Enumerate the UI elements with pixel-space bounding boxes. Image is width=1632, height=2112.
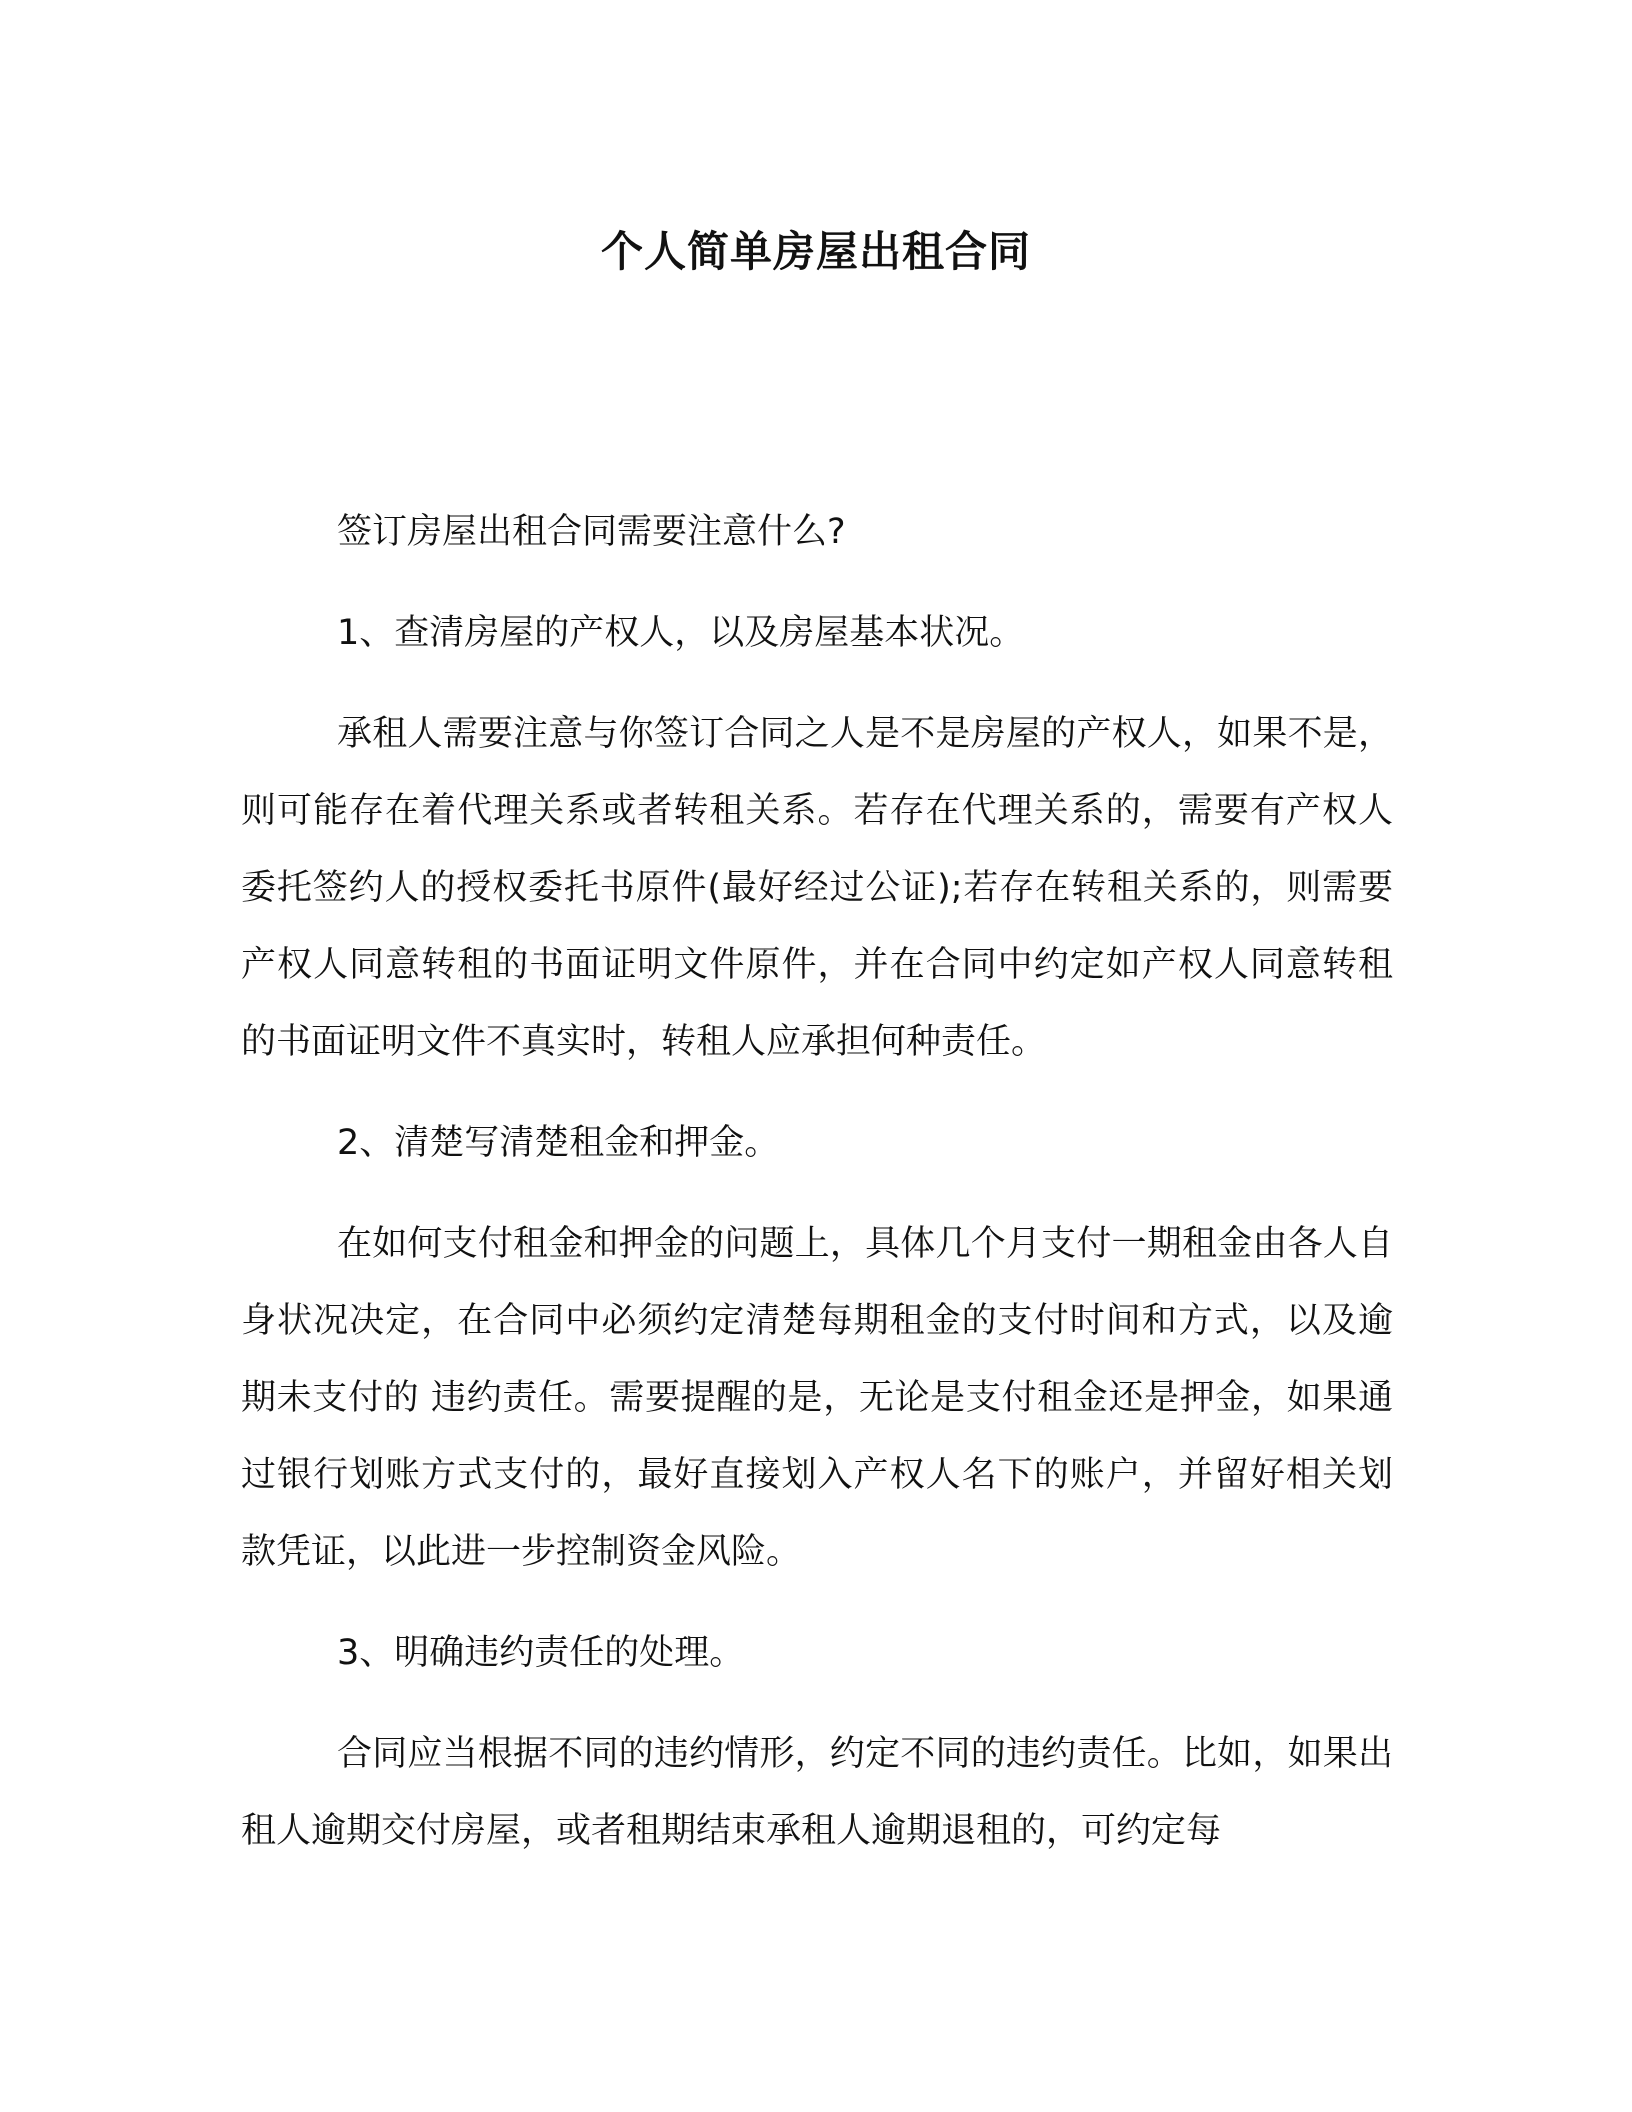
paragraph-3: 合同应当根据不同的违约情形，约定不同的违约责任。比如，如果出租人逾期交付房屋，或者租期结束承租人逾期退租的，可约定每 (241, 1734, 1393, 1851)
section-heading-1: 1、查清房屋的产权人，以及房屋基本状况。 (337, 613, 1025, 653)
document-title: 个人简单房屋出租合同 (600, 227, 1031, 276)
paragraph-1: 承租人需要注意与你签订合同之人是不是房屋的产权人，如果不是，则可能存在着代理关系或者转租关系。若存在代理关系的，需要有产权人委托签约人的授权委托书原件(最好经过公证);若存在转租关系的，则需要产权人同意转租的书面证明文件原件，并在合同中约定如产权人同意转租的书面证明文件不真实时，转租人应承担何种责任。 (241, 714, 1393, 1062)
section-question: 签订房屋出租合同需要注意什么? (337, 512, 846, 552)
paragraph-2: 在如何支付租金和押金的问题上，具体几个月支付一期租金由各人自身状况决定，在合同中必须约定清楚每期租金的支付时间和方式，以及逾期未支付的 违约责任。需要提醒的是，无论是支付租金还是押金，如果通过银行划账方式支付的，最好直接划入产权人名下的账户，并留好相关划款凭证，以此进一步控制资金风险。 (241, 1224, 1393, 1572)
section-heading-2: 2、清楚写清楚租金和押金。 (337, 1123, 780, 1163)
section-heading-3: 3、明确违约责任的处理。 (337, 1633, 745, 1673)
document-body (241, 494, 1393, 1894)
